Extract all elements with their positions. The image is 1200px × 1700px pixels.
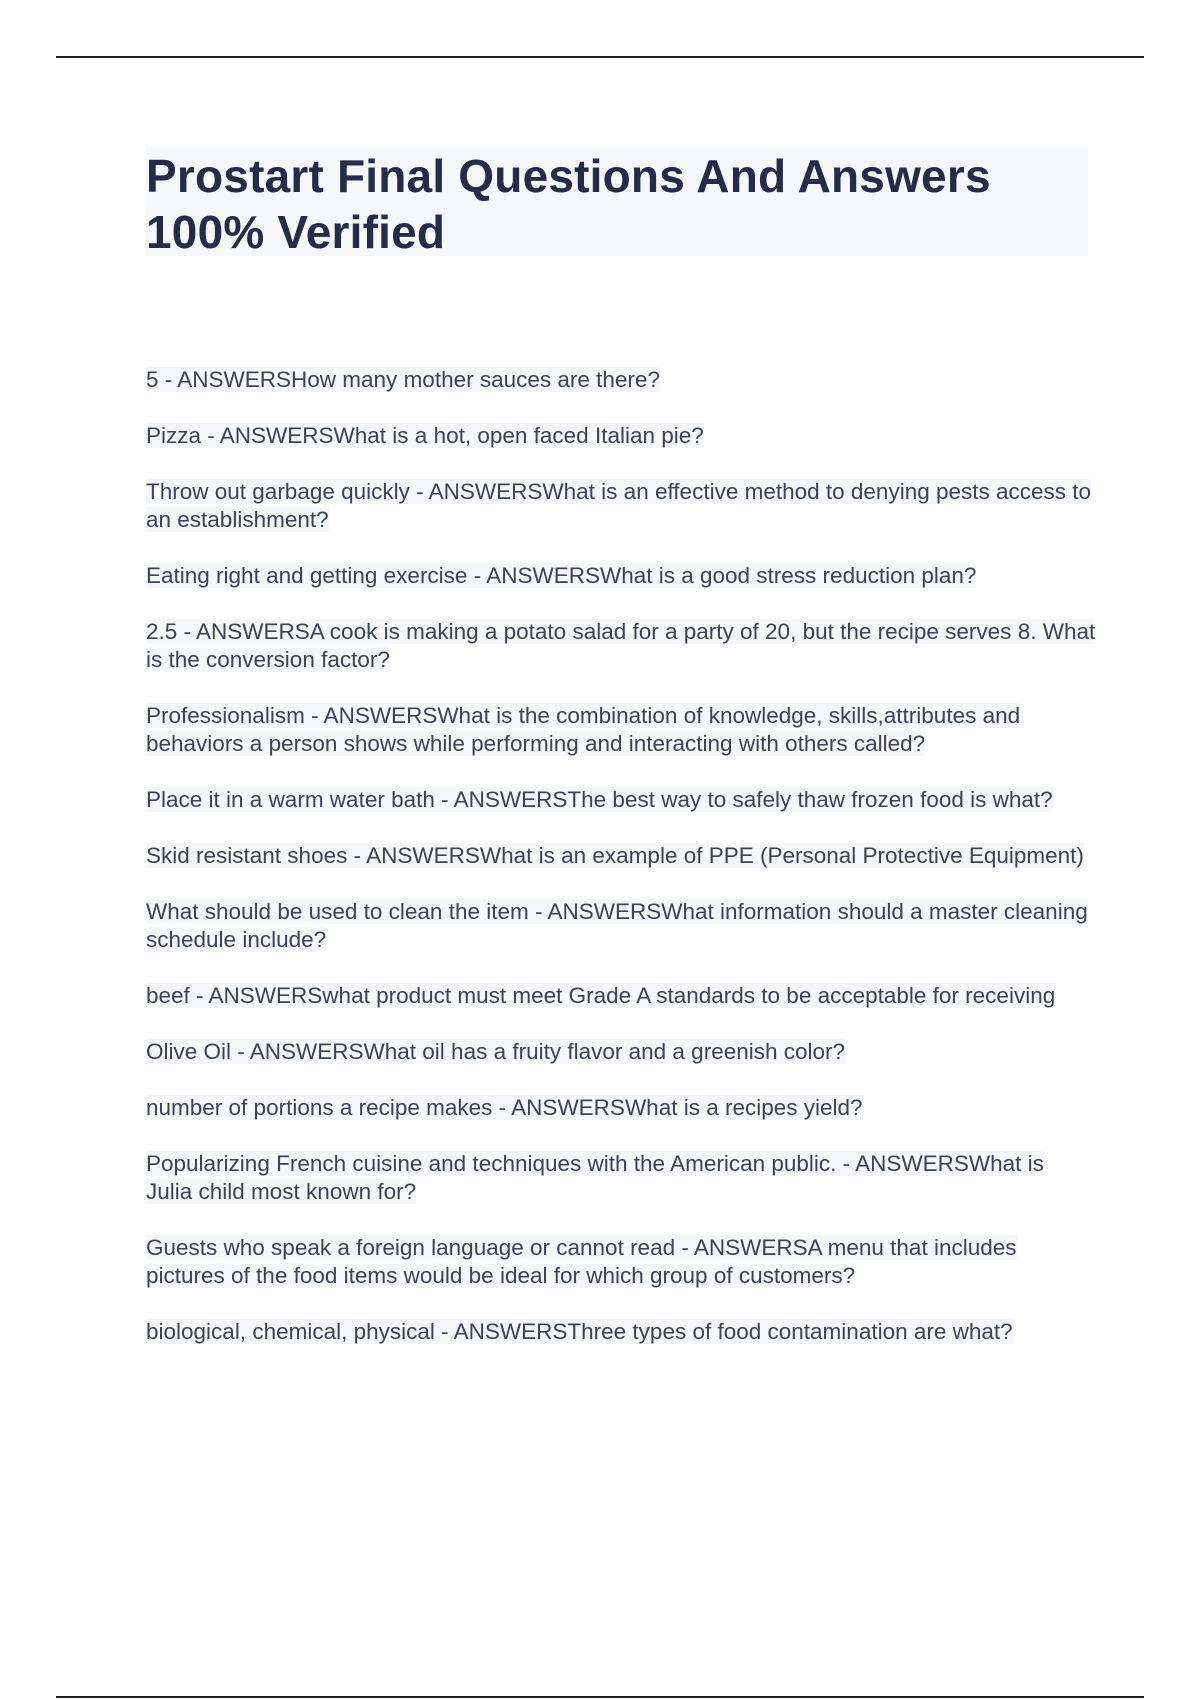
title-block [146, 146, 1088, 256]
title-line-1: Prostart Final Questions And Answers [146, 150, 991, 202]
document-title [146, 148, 1088, 260]
qa-text: Professionalism - ANSWERSWhat is the combination of knowledge, skills,attributes and behaviors a person shows while performing and interacting with others called? [146, 703, 1021, 756]
qa-item [146, 1094, 1096, 1122]
qa-text: Popularizing French cuisine and techniques with the American public. - ANSWERSWhat is Julia child most known for? [146, 1151, 1044, 1204]
qa-item [146, 1150, 1096, 1206]
qa-text: Guests who speak a foreign language or cannot read - ANSWERSA menu that includes pictures of the food items would be ideal for which group of customers? [146, 1235, 1017, 1288]
qa-text: Olive Oil - ANSWERSWhat oil has a fruity flavor and a greenish color? [146, 1039, 846, 1064]
qa-item [146, 366, 1096, 394]
qa-text: Place it in a warm water bath - ANSWERSThe best way to safely thaw frozen food is what? [146, 787, 1053, 812]
top-rule [56, 56, 1144, 58]
qa-text: biological, chemical, physical - ANSWERSThree types of food contamination are what? [146, 1319, 1013, 1344]
qa-text: Pizza - ANSWERSWhat is a hot, open faced Italian pie? [146, 423, 704, 448]
qa-item [146, 702, 1096, 758]
qa-item [146, 842, 1096, 870]
qa-item [146, 982, 1096, 1010]
qa-text: 2.5 - ANSWERSA cook is making a potato salad for a party of 20, but the recipe serves 8. What is the conversion factor? [146, 619, 1096, 672]
qa-text: Eating right and getting exercise - ANSWERSWhat is a good stress reduction plan? [146, 563, 977, 588]
qa-item [146, 562, 1096, 590]
qa-item [146, 618, 1096, 674]
qa-text: beef - ANSWERSwhat product must meet Grade A standards to be acceptable for receiving [146, 983, 1056, 1008]
bottom-rule [56, 1696, 1144, 1698]
qa-text: number of portions a recipe makes - ANSWERSWhat is a recipes yield? [146, 1095, 863, 1120]
qa-item [146, 786, 1096, 814]
qa-item [146, 422, 1096, 450]
qa-item [146, 478, 1096, 534]
qa-text: Throw out garbage quickly - ANSWERSWhat is an effective method to denying pests access to an establishment? [146, 479, 1092, 532]
qa-text: 5 - ANSWERSHow many mother sauces are there? [146, 367, 660, 392]
qa-item [146, 898, 1096, 954]
qa-list [146, 366, 1096, 1374]
qa-item [146, 1038, 1096, 1066]
qa-text: What should be used to clean the item - ANSWERSWhat information should a master cleaning schedule include? [146, 899, 1088, 952]
qa-text: Skid resistant shoes - ANSWERSWhat is an example of PPE (Personal Protective Equipment) [146, 843, 1084, 868]
qa-item [146, 1318, 1096, 1346]
qa-item [146, 1234, 1096, 1290]
title-line-2: 100% Verified [146, 206, 446, 258]
